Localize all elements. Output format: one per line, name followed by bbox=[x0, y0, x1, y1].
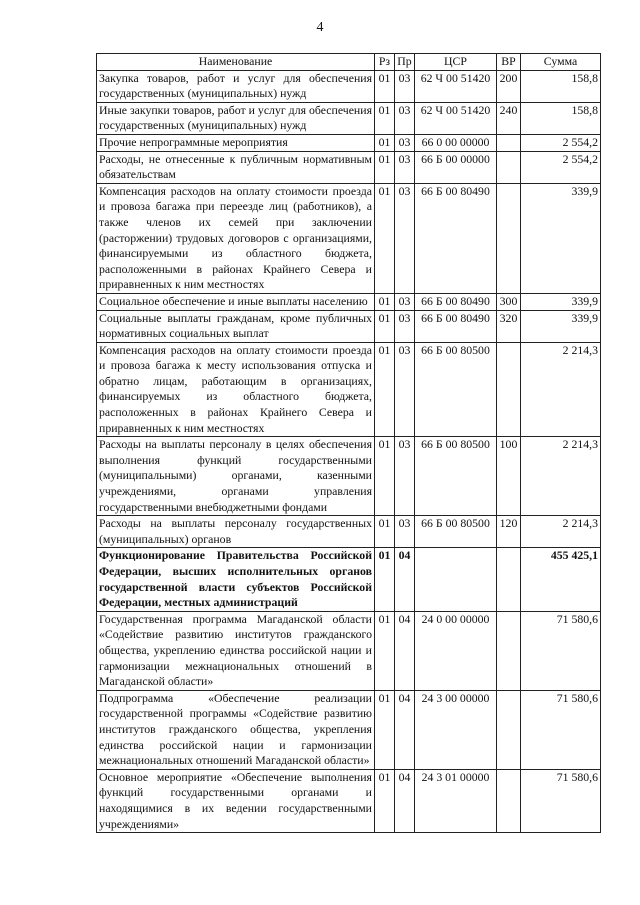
cell-name: Основное мероприятие «Обеспечение выполнения функций государственными органами и находящимися в их ведении государственными учреждениями» bbox=[97, 769, 375, 832]
cell-pr: 03 bbox=[395, 102, 415, 134]
cell-name: Иные закупки товаров, работ и услуг для обеспечения государственных (муниципальных) нужд bbox=[97, 102, 375, 134]
cell-sum: 339,9 bbox=[521, 183, 601, 293]
cell-vr bbox=[497, 183, 521, 293]
cell-csr: 66 Б 00 80500 bbox=[415, 342, 497, 437]
cell-sum: 71 580,6 bbox=[521, 769, 601, 832]
cell-csr: 62 Ч 00 51420 bbox=[415, 70, 497, 102]
cell-vr bbox=[497, 151, 521, 183]
cell-vr: 100 bbox=[497, 437, 521, 516]
cell-rz: 01 bbox=[375, 437, 395, 516]
cell-csr: 66 Б 00 80490 bbox=[415, 293, 497, 310]
cell-csr: 24 0 00 00000 bbox=[415, 611, 497, 690]
cell-rz: 01 bbox=[375, 611, 395, 690]
cell-vr: 300 bbox=[497, 293, 521, 310]
header-sum: Сумма bbox=[521, 54, 601, 71]
cell-csr: 62 Ч 00 51420 bbox=[415, 102, 497, 134]
cell-pr: 04 bbox=[395, 548, 415, 611]
cell-sum: 2 554,2 bbox=[521, 134, 601, 151]
cell-vr bbox=[497, 134, 521, 151]
cell-pr: 04 bbox=[395, 769, 415, 832]
cell-sum: 2 554,2 bbox=[521, 151, 601, 183]
cell-csr: 24 3 01 00000 bbox=[415, 769, 497, 832]
cell-name: Расходы на выплаты персоналу государственных (муниципальных) органов bbox=[97, 516, 375, 548]
table-body bbox=[97, 70, 601, 833]
cell-pr: 03 bbox=[395, 183, 415, 293]
table-row bbox=[97, 102, 601, 134]
table-row bbox=[97, 690, 601, 769]
cell-rz: 01 bbox=[375, 769, 395, 832]
cell-sum: 339,9 bbox=[521, 310, 601, 342]
cell-name: Социальные выплаты гражданам, кроме публичных нормативных социальных выплат bbox=[97, 310, 375, 342]
cell-csr: 24 3 00 00000 bbox=[415, 690, 497, 769]
cell-sum: 158,8 bbox=[521, 102, 601, 134]
cell-pr: 03 bbox=[395, 70, 415, 102]
cell-name: Расходы, не отнесенные к публичным нормативным обязательствам bbox=[97, 151, 375, 183]
table-row bbox=[97, 548, 601, 611]
cell-name: Расходы на выплаты персоналу в целях обеспечения выполнения функций государственными (муниципальными) органами, казенными учреждениями, органами управления государственными внебюджетными фондами bbox=[97, 437, 375, 516]
cell-sum: 2 214,3 bbox=[521, 342, 601, 437]
cell-name: Подпрограмма «Обеспечение реализации государственной программы «Содействие развитию институтов гражданского общества, укрепления единства российской нации и гармонизации межнациональных отношений Магаданской области» bbox=[97, 690, 375, 769]
table-row bbox=[97, 342, 601, 437]
cell-csr: 66 0 00 00000 bbox=[415, 134, 497, 151]
cell-name: Государственная программа Магаданской области «Содействие развитию институтов гражданского общества, укреплению единства российской нации и гармонизации межнациональных отношений в Магаданской области» bbox=[97, 611, 375, 690]
cell-rz: 01 bbox=[375, 690, 395, 769]
cell-sum: 71 580,6 bbox=[521, 690, 601, 769]
cell-vr bbox=[497, 769, 521, 832]
table-row bbox=[97, 769, 601, 832]
cell-pr: 03 bbox=[395, 151, 415, 183]
cell-sum: 71 580,6 bbox=[521, 611, 601, 690]
table-header-row bbox=[97, 54, 601, 71]
page-number: 4 bbox=[316, 20, 324, 35]
cell-pr: 03 bbox=[395, 516, 415, 548]
cell-pr: 03 bbox=[395, 310, 415, 342]
header-vr: ВР bbox=[497, 54, 521, 71]
cell-name: Закупка товаров, работ и услуг для обеспечения государственных (муниципальных) нужд bbox=[97, 70, 375, 102]
cell-vr: 320 bbox=[497, 310, 521, 342]
header-csr: ЦСР bbox=[415, 54, 497, 71]
budget-table bbox=[96, 53, 601, 833]
cell-vr bbox=[497, 548, 521, 611]
cell-rz: 01 bbox=[375, 70, 395, 102]
cell-pr: 03 bbox=[395, 293, 415, 310]
cell-name: Компенсация расходов на оплату стоимости проезда и провоза багажа к месту использования отпуска и обратно лицам, работающим в организациях, финансируемых из областного бюджета, расположенных в районах Крайнего Севера и приравненных к ним местностях bbox=[97, 342, 375, 437]
cell-vr bbox=[497, 611, 521, 690]
cell-name: Функционирование Правительства Российской Федерации, высших исполнительных органов государственной власти субъектов Российской Федерации, местных администраций bbox=[97, 548, 375, 611]
table-row bbox=[97, 437, 601, 516]
cell-pr: 03 bbox=[395, 342, 415, 437]
cell-rz: 01 bbox=[375, 293, 395, 310]
cell-rz: 01 bbox=[375, 102, 395, 134]
cell-vr bbox=[497, 342, 521, 437]
header-rz: Рз bbox=[375, 54, 395, 71]
cell-rz: 01 bbox=[375, 342, 395, 437]
cell-name: Прочие непрограммные мероприятия bbox=[97, 134, 375, 151]
cell-rz: 01 bbox=[375, 151, 395, 183]
header-pr: Пр bbox=[395, 54, 415, 71]
cell-pr: 03 bbox=[395, 134, 415, 151]
cell-sum: 455 425,1 bbox=[521, 548, 601, 611]
cell-rz: 01 bbox=[375, 548, 395, 611]
table-row bbox=[97, 293, 601, 310]
table-row bbox=[97, 611, 601, 690]
cell-vr bbox=[497, 690, 521, 769]
cell-csr bbox=[415, 548, 497, 611]
cell-csr: 66 Б 00 80490 bbox=[415, 183, 497, 293]
cell-sum: 158,8 bbox=[521, 70, 601, 102]
cell-sum: 339,9 bbox=[521, 293, 601, 310]
table-row bbox=[97, 151, 601, 183]
cell-rz: 01 bbox=[375, 183, 395, 293]
cell-rz: 01 bbox=[375, 134, 395, 151]
cell-sum: 2 214,3 bbox=[521, 437, 601, 516]
table-row bbox=[97, 310, 601, 342]
table-row bbox=[97, 70, 601, 102]
table-row bbox=[97, 183, 601, 293]
cell-csr: 66 Б 00 00000 bbox=[415, 151, 497, 183]
cell-pr: 04 bbox=[395, 690, 415, 769]
cell-vr: 200 bbox=[497, 70, 521, 102]
table-row bbox=[97, 134, 601, 151]
cell-vr: 120 bbox=[497, 516, 521, 548]
table-row bbox=[97, 516, 601, 548]
cell-vr: 240 bbox=[497, 102, 521, 134]
cell-name: Социальное обеспечение и иные выплаты населению bbox=[97, 293, 375, 310]
cell-sum: 2 214,3 bbox=[521, 516, 601, 548]
cell-pr: 03 bbox=[395, 437, 415, 516]
cell-name: Компенсация расходов на оплату стоимости проезда и провоза багажа при переезде лиц (работников), а также членов их семей при заключении (расторжении) трудовых договоров с организациями, финансируемыми из областного бюджета, расположенными в районах Крайнего Севера и приравненных к ним местностях bbox=[97, 183, 375, 293]
cell-csr: 66 Б 00 80490 bbox=[415, 310, 497, 342]
cell-rz: 01 bbox=[375, 516, 395, 548]
cell-csr: 66 Б 00 80500 bbox=[415, 516, 497, 548]
cell-csr: 66 Б 00 80500 bbox=[415, 437, 497, 516]
cell-rz: 01 bbox=[375, 310, 395, 342]
header-name: Наименование bbox=[97, 54, 375, 71]
cell-pr: 04 bbox=[395, 611, 415, 690]
